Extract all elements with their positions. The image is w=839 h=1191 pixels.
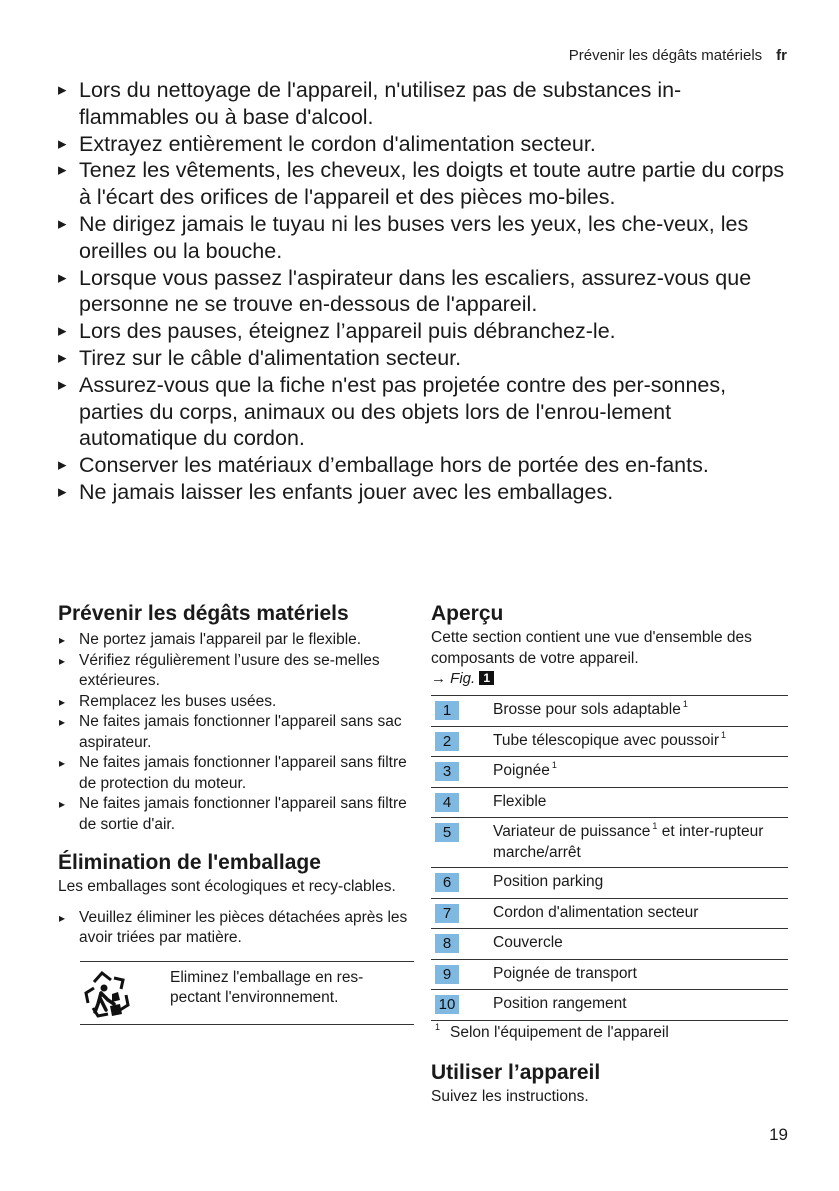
component-label-cell	[493, 898, 788, 929]
component-number-badge: 5	[435, 823, 459, 842]
component-number-cell	[431, 929, 493, 960]
list-item: ▸ Conserver les matériaux d’emballage hors de portée des en-fants.	[58, 452, 788, 479]
footnote-mark: 1	[435, 1021, 441, 1032]
component-label: Position rangement	[493, 995, 627, 1012]
list-item: ▸ Ne jamais laisser les enfants jouer avec les emballages.	[58, 479, 788, 506]
table-row	[431, 726, 788, 757]
component-label-cell	[493, 959, 788, 990]
right-column	[431, 600, 788, 1107]
component-number-badge: 8	[435, 934, 459, 953]
footnote-reference: 1	[682, 699, 688, 709]
usage-text: Suivez les instructions.	[431, 1087, 589, 1105]
component-number-badge: 1	[435, 701, 459, 720]
component-label-continuation: et inter-rupteur marche/arrêt	[493, 823, 764, 861]
component-label: Couvercle	[493, 934, 563, 951]
footnote-reference: 1	[652, 821, 658, 831]
left-column	[58, 600, 414, 1025]
list-item: ▸ Ne dirigez jamais le tuyau ni les buses vers les yeux, les che-veux, les oreilles ou la bouche.	[58, 211, 788, 265]
figure-reference[interactable]	[431, 669, 788, 689]
component-label-cell	[493, 757, 788, 788]
list-item: ▸ Lorsque vous passez l'aspirateur dans les escaliers, assurez-vous que personne ne se trouve en-dessous de l'appareil.	[58, 265, 788, 319]
running-header	[569, 47, 787, 64]
disposal-heading: Élimination de l'emballage	[58, 851, 321, 874]
component-label: Cordon d'alimentation secteur	[493, 903, 699, 921]
header-language: fr	[776, 47, 787, 64]
table-row	[431, 757, 788, 788]
component-number-badge: 7	[435, 904, 459, 923]
list-item: ▸ Ne portez jamais l'appareil par le flexible.	[58, 630, 414, 651]
disposal-list	[58, 908, 414, 949]
list-item: ▸ Tirez sur le câble d'alimentation secteur.	[58, 345, 788, 372]
table-row	[431, 787, 788, 818]
component-label-cell	[493, 990, 788, 1021]
component-label: Position parking	[493, 873, 604, 890]
list-item: ▸ Lors du nettoyage de l'appareil, n'utilisez pas de substances in-flammables ou à base d'alcool.	[58, 77, 788, 131]
component-number-cell	[431, 898, 493, 929]
disposal-note: Eliminez l'emballage en res-pectant l'environnement.	[170, 968, 364, 1006]
component-number-badge: 3	[435, 762, 459, 781]
component-label-cell	[493, 868, 788, 899]
component-number-badge: 9	[435, 965, 459, 984]
overview-intro: Cette section contient une vue d'ensemble des composants de votre appareil.	[431, 629, 752, 667]
page-number: 19	[769, 1125, 788, 1144]
component-number-cell	[431, 868, 493, 899]
recycling-triman-icon	[84, 970, 132, 1020]
component-number-cell	[431, 787, 493, 818]
component-label-cell	[493, 818, 788, 868]
table-row	[431, 959, 788, 990]
figure-number-badge: 1	[479, 671, 494, 685]
footnote-reference: 1	[551, 760, 557, 770]
list-item: ▸ Lors des pauses, éteignez l’appareil puis débranchez-le.	[58, 318, 788, 345]
disposal-intro: Les emballages sont écologiques et recy-clables.	[58, 878, 396, 895]
component-label-cell	[493, 696, 788, 727]
component-label-cell	[493, 726, 788, 757]
list-item: ▸ Assurez-vous que la fiche n'est pas projetée contre des per-sonnes, parties du corps, animaux ou des objets lors de l'enrou-lement automatique du cordon.	[58, 372, 788, 452]
list-item: ▸ Remplacez les buses usées.	[58, 692, 414, 713]
component-number-cell	[431, 726, 493, 757]
table-row	[431, 868, 788, 899]
footnote-text: Selon l'équipement de l'appareil	[450, 1023, 669, 1041]
table-row	[431, 696, 788, 727]
table-row	[431, 898, 788, 929]
damage-heading: Prévenir les dégâts matériels	[58, 602, 349, 625]
figure-reference-label: → Fig.	[431, 670, 476, 687]
list-item: ▸ Ne faites jamais fonctionner l'appareil sans filtre de protection du moteur.	[58, 753, 414, 794]
list-item: ▸ Vérifiez régulièrement l’usure des se-melles extérieures.	[58, 651, 414, 692]
header-title: Prévenir les dégâts matériels	[568, 47, 763, 64]
list-item: ▸ Ne faites jamais fonctionner l'appareil sans sac aspirateur.	[58, 712, 414, 753]
component-label: Poignée de transport	[493, 964, 637, 982]
components-footnote	[431, 1023, 788, 1043]
component-number-cell	[431, 696, 493, 727]
components-table	[431, 695, 788, 1021]
component-label: Variateur de puissance	[493, 823, 651, 840]
footnote-reference: 1	[721, 729, 727, 740]
damage-list	[58, 630, 414, 835]
component-number-cell	[431, 959, 493, 990]
component-number-cell	[431, 757, 493, 788]
component-label: Flexible	[493, 792, 547, 810]
table-row	[431, 818, 788, 868]
component-number-badge: 10	[435, 995, 459, 1014]
table-row	[431, 990, 788, 1021]
list-item: ▸ Tenez les vêtements, les cheveux, les doigts et toute autre partie du corps à l'écart des orifices de l'appareil et des pièces mo-biles.	[58, 157, 788, 211]
table-row	[431, 929, 788, 960]
safety-instructions-list	[58, 77, 788, 506]
component-number-badge: 6	[435, 873, 459, 892]
disposal-note-box	[80, 961, 414, 1025]
component-number-badge: 4	[435, 793, 459, 812]
component-number-cell	[431, 818, 493, 868]
component-number-badge: 2	[435, 732, 459, 751]
component-label: Poignée	[493, 762, 550, 779]
component-label-cell	[493, 787, 788, 818]
list-item: ▸ Veuillez éliminer les pièces détachées après les avoir triées par matière.	[58, 908, 414, 949]
list-item: ▸ Extrayez entièrement le cordon d'alimentation secteur.	[58, 131, 788, 158]
component-label: Brosse pour sols adaptable	[493, 701, 681, 718]
component-label-cell	[493, 929, 788, 960]
component-label: Tube télescopique avec poussoir	[493, 731, 720, 749]
overview-heading: Aperçu	[431, 602, 504, 625]
list-item: ▸ Ne faites jamais fonctionner l'appareil sans filtre de sortie d'air.	[58, 794, 414, 835]
usage-heading: Utiliser l’appareil	[431, 1060, 601, 1084]
component-number-cell	[431, 990, 493, 1021]
